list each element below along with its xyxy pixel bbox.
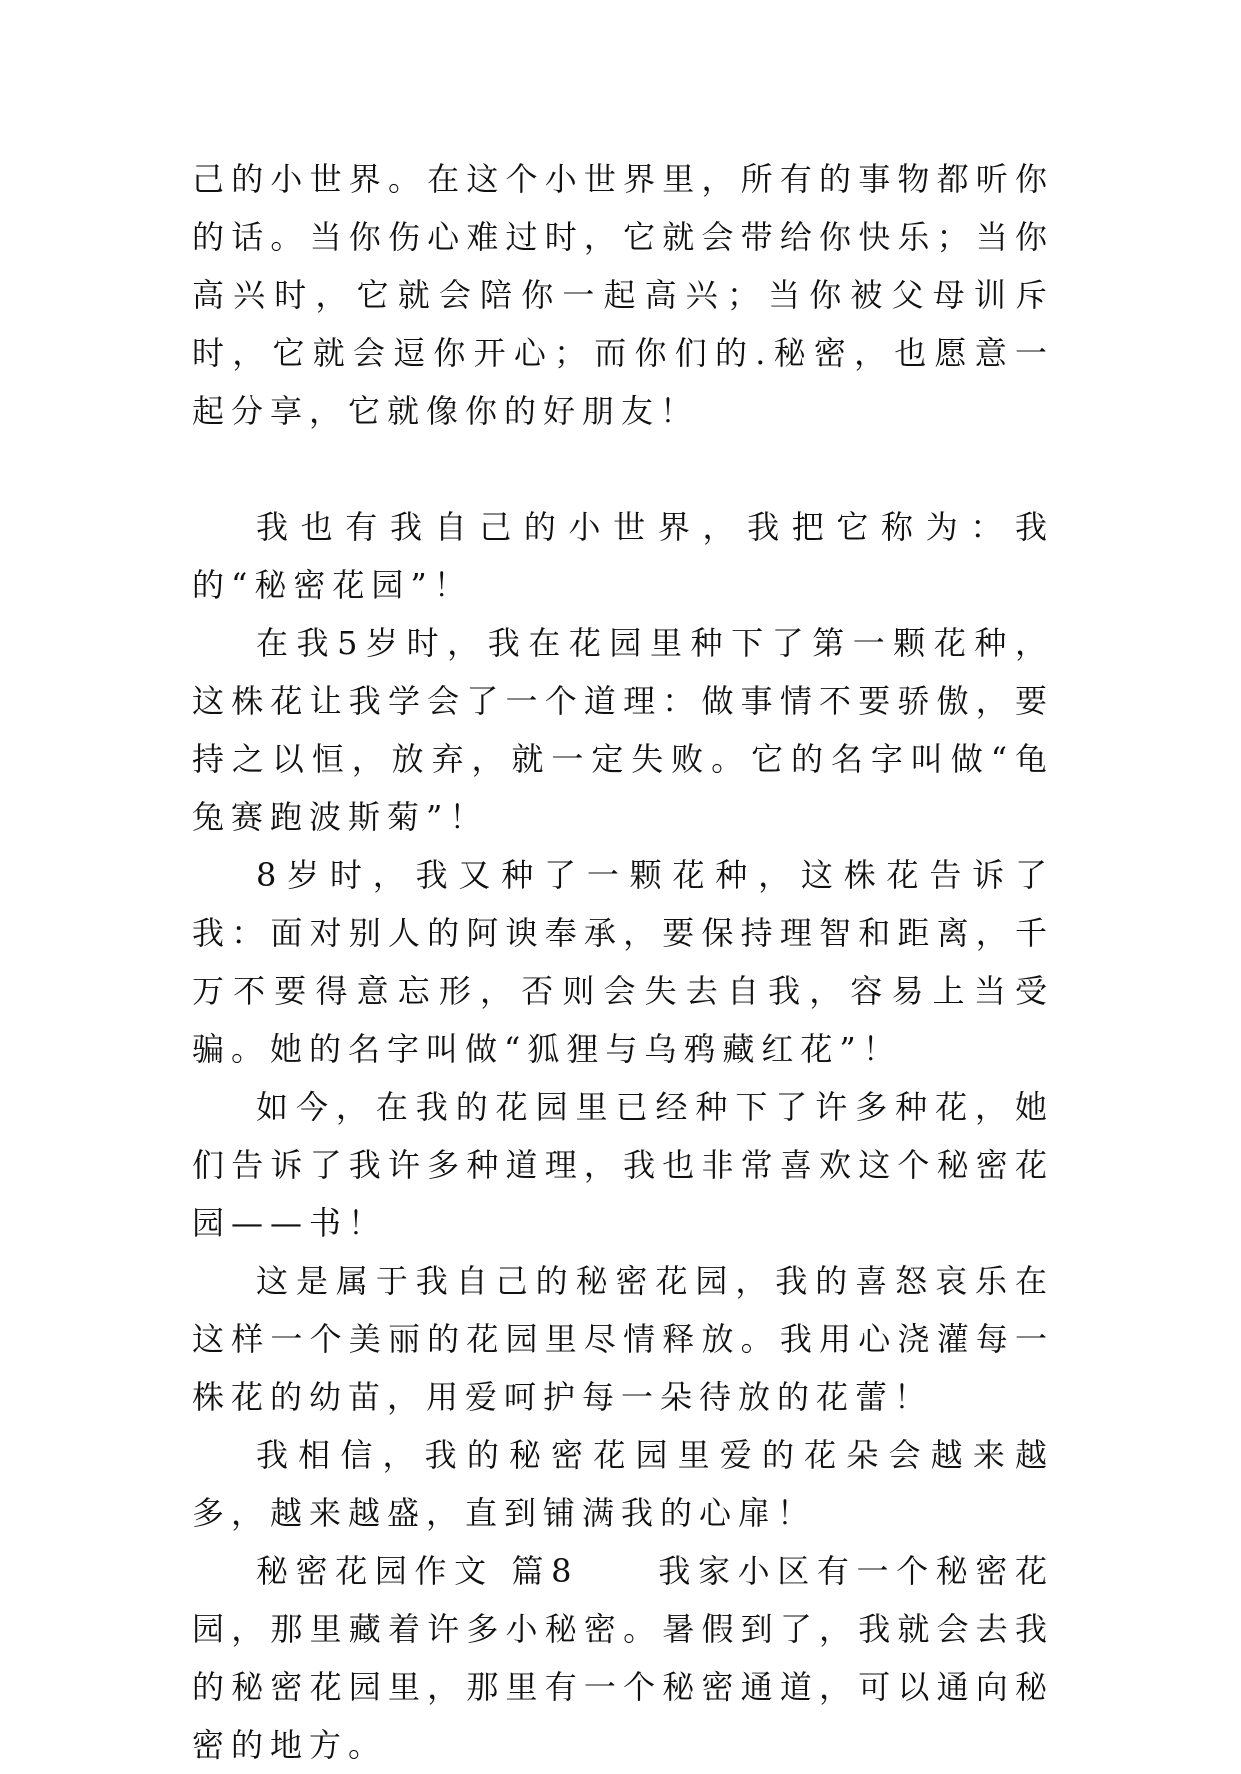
paragraph-8: 秘密花园作文 篇8 我家小区有一个秘密花园，那里藏着许多小秘密。暑假到了，我就会去我的秘密花园里，那里有一个秘密通道，可以通向秘密的地方。 (192, 1552, 1054, 1764)
paragraph-1: 己的小世界。在这个小世界里，所有的事物都听你的话。当你伤心难过时，它就会带给你快乐；当你高兴时，它就会陪你一起高兴；当你被父母训斥时，它就会逗你开心；而你们的.秘密，也愿意一起分享，它就像你的好朋友！ (192, 160, 1054, 430)
paragraph-6: 这是属于我自己的秘密花园，我的喜怒哀乐在这样一个美丽的花园里尽情释放。我用心浇灌每一株花的幼苗，用爱呵护每一朵待放的花蕾！ (192, 1262, 1054, 1416)
paragraph-2: 我也有我自己的小世界，我把它称为：我的“秘密花园”！ (192, 508, 1054, 604)
document-page (192, 150, 1054, 1774)
paragraph-4: 8岁时，我又种了一颗花种，这株花告诉了我：面对别人的阿谀奉承，要保持理智和距离，千万不要得意忘形，否则会失去自我，容易上当受骗。她的名字叫做“狐狸与乌鸦藏红花”！ (192, 856, 1054, 1068)
paragraph-7: 我相信，我的秘密花园里爱的花朵会越来越多，越来越盛，直到铺满我的心扉！ (192, 1436, 1054, 1532)
paragraph-3: 在我5岁时，我在花园里种下了第一颗花种，这株花让我学会了一个道理：做事情不要骄傲，要持之以恒，放弃，就一定失败。它的名字叫做“龟兔赛跑波斯菊”！ (192, 624, 1054, 836)
paragraph-gap (192, 440, 1054, 498)
paragraph-5: 如今，在我的花园里已经种下了许多种花，她们告诉了我许多种道理，我也非常喜欢这个秘密花园——书！ (192, 1088, 1054, 1242)
